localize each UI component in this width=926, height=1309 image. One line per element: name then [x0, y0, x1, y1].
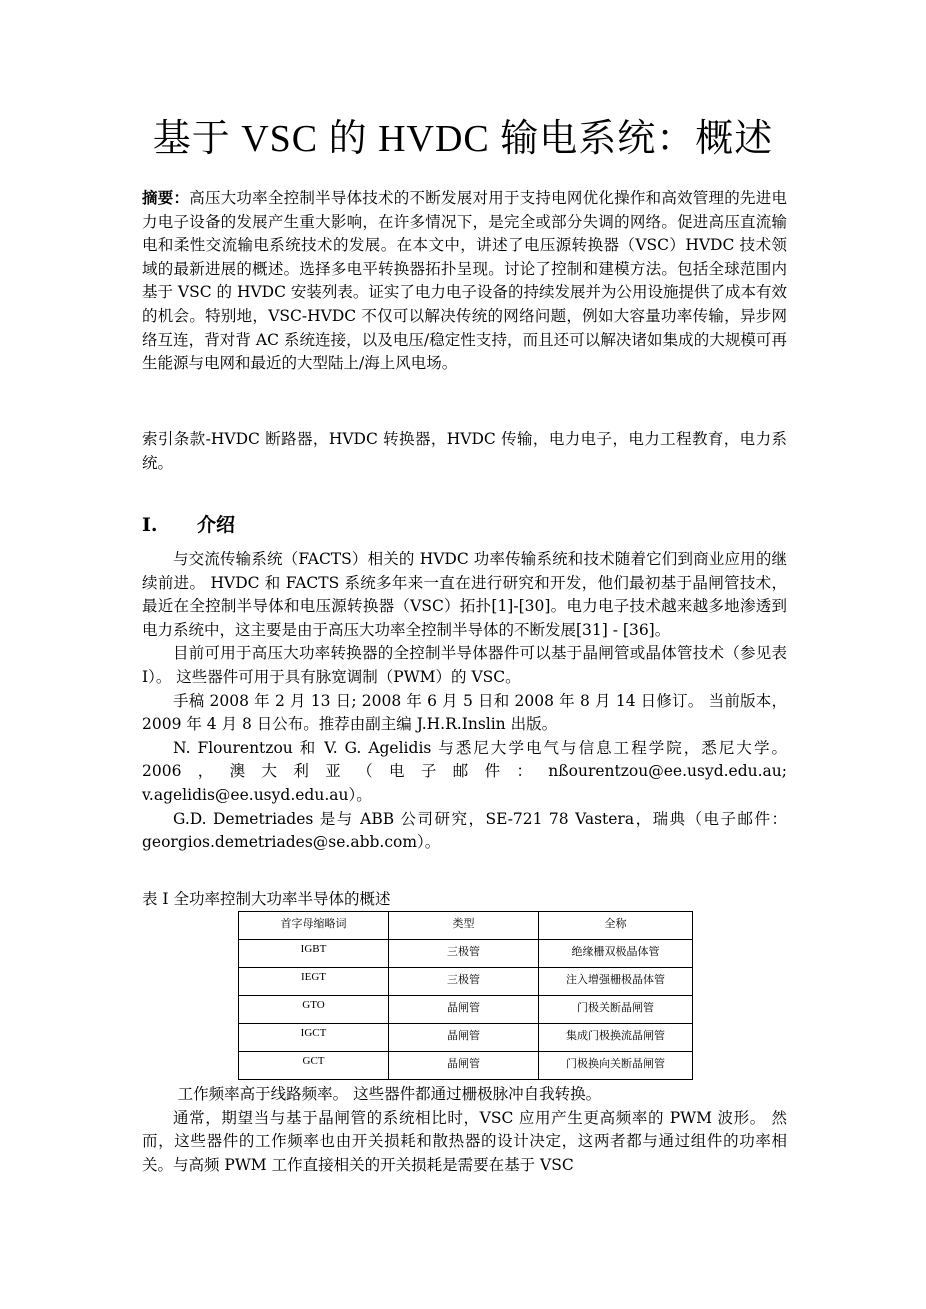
- table-cell: IGBT: [239, 940, 389, 968]
- abstract: [142, 186, 787, 376]
- manuscript-note: 手稿 2008 年 2 月 13 日; 2008 年 6 月 5 日和 2008 年 8 月 14 日修订。 当前版本，2009 年 4 月 8 日公布。推荐由副主编 J.H.R.Inslin 出版。: [142, 691, 787, 734]
- index-terms: 索引条款-HVDC 断路器，HVDC 转换器，HVDC 传输，电力电子，电力工程教育，电力系统。: [142, 430, 787, 472]
- table-cell: 绝缘栅双极晶体管: [539, 940, 693, 968]
- author-affiliation: N. Flourentzou 和 V. G. Agelidis 与悉尼大学电气与信息工程学院，悉尼大学。2006，澳大利亚（电子邮件：nßourentzou@ee.usyd.edu.au; v.agelidis@ee.usyd.edu.au）。: [142, 738, 787, 804]
- table-row: [239, 1052, 693, 1080]
- section-heading: [142, 512, 235, 538]
- table-caption: 表 I 全功率控制大功率半导体的概述: [142, 890, 391, 908]
- table-header: 类型: [389, 912, 539, 940]
- table-cell: 晶闸管: [389, 1052, 539, 1080]
- table-cell: 集成门极换流晶闸管: [539, 1024, 693, 1052]
- table-cell: 注入增强栅极晶体管: [539, 968, 693, 996]
- table-header: 全称: [539, 912, 693, 940]
- table-cell: IEGT: [239, 968, 389, 996]
- intro-text: [142, 548, 787, 855]
- table-cell: 晶闸管: [389, 996, 539, 1024]
- section-number: I.: [142, 514, 158, 536]
- table-row: [239, 940, 693, 968]
- continued-text: [142, 1083, 787, 1177]
- table-header-row: [239, 912, 693, 940]
- table-cell: GCT: [239, 1052, 389, 1080]
- table-row: [239, 996, 693, 1024]
- table-cell: 晶闸管: [389, 1024, 539, 1052]
- table-cell: 三极管: [389, 940, 539, 968]
- author-affiliation: G.D. Demetriades 是与 ABB 公司研究，SE-721 78 Vastera，瑞典（电子邮件：georgios.demetriades@se.abb.com）。: [142, 809, 787, 852]
- semiconductor-table: [238, 911, 693, 1080]
- table-cell: 三极管: [389, 968, 539, 996]
- body-paragraph: 工作频率高于线路频率。 这些器件都通过栅极脉冲自我转换。: [177, 1085, 602, 1103]
- body-paragraph: 通常，期望当与基于晶闸管的系统相比时，VSC 应用产生更高频率的 PWM 波形。 然而，这些器件的工作频率也由开关损耗和散热器的设计决定，这两者都与通过组件的功率相关。与高频 PWM 工作直接相关的开关损耗是需要在基于 VSC: [142, 1108, 787, 1174]
- abstract-label: 摘要：: [142, 188, 190, 207]
- table-cell: 门极换向关断晶闸管: [539, 1052, 693, 1080]
- table-cell: 门极关断晶闸管: [539, 996, 693, 1024]
- table-row: [239, 1024, 693, 1052]
- table-cell: IGCT: [239, 1024, 389, 1052]
- table-row: [239, 968, 693, 996]
- table-cell: GTO: [239, 996, 389, 1024]
- paper-title: 基于 VSC 的 HVDC 输电系统：概述: [152, 118, 774, 160]
- intro-paragraph: 目前可用于高压大功率转换器的全控制半导体器件可以基于晶闸管或晶体管技术（参见表 I）。 这些器件可用于具有脉宽调制（PWM）的 VSC。: [142, 644, 787, 686]
- abstract-text: 高压大功率全控制半导体技术的不断发展对用于支持电网优化操作和高效管理的先进电力电子设备的发展产生重大影响，在许多情况下，是完全或部分失调的网络。促进高压直流输电和柔性交流输电系统技术的发展。在本文中，讲述了电压源转换器（VSC）HVDC 技术领域的最新进展的概述。选择多电平转换器拓扑呈现。讨论了控制和建模方法。包括全球范围内基于 VSC 的 HVDC 安装列表。证实了电力电子设备的持续发展并为公用设施提供了成本有效的机会。特别地，VSC-HVDC 不仅可以解决传统的网络问题，例如大容量功率传输，异步网络互连，背对背 AC 系统连接，以及电压/稳定性支持，而且还可以解决诸如集成的大规模可再生能源与电网和最近的大型陆上/海上风电场。: [142, 189, 787, 373]
- table-header: 首字母缩略词: [239, 912, 389, 940]
- section-title: 介绍: [197, 514, 236, 536]
- intro-paragraph: 与交流传输系统（FACTS）相关的 HVDC 功率传输系统和技术随着它们到商业应用的继续前进。 HVDC 和 FACTS 系统多年来一直在进行研究和开发，他们最初基于晶闸管技术，最近在全控制半导体和电压源转换器（VSC）拓扑[1]-[30]。电力电子技术越来越多地渗透到电力系统中，这主要是由于高压大功率全控制半导体的不断发展[31] - [36]。: [142, 550, 787, 639]
